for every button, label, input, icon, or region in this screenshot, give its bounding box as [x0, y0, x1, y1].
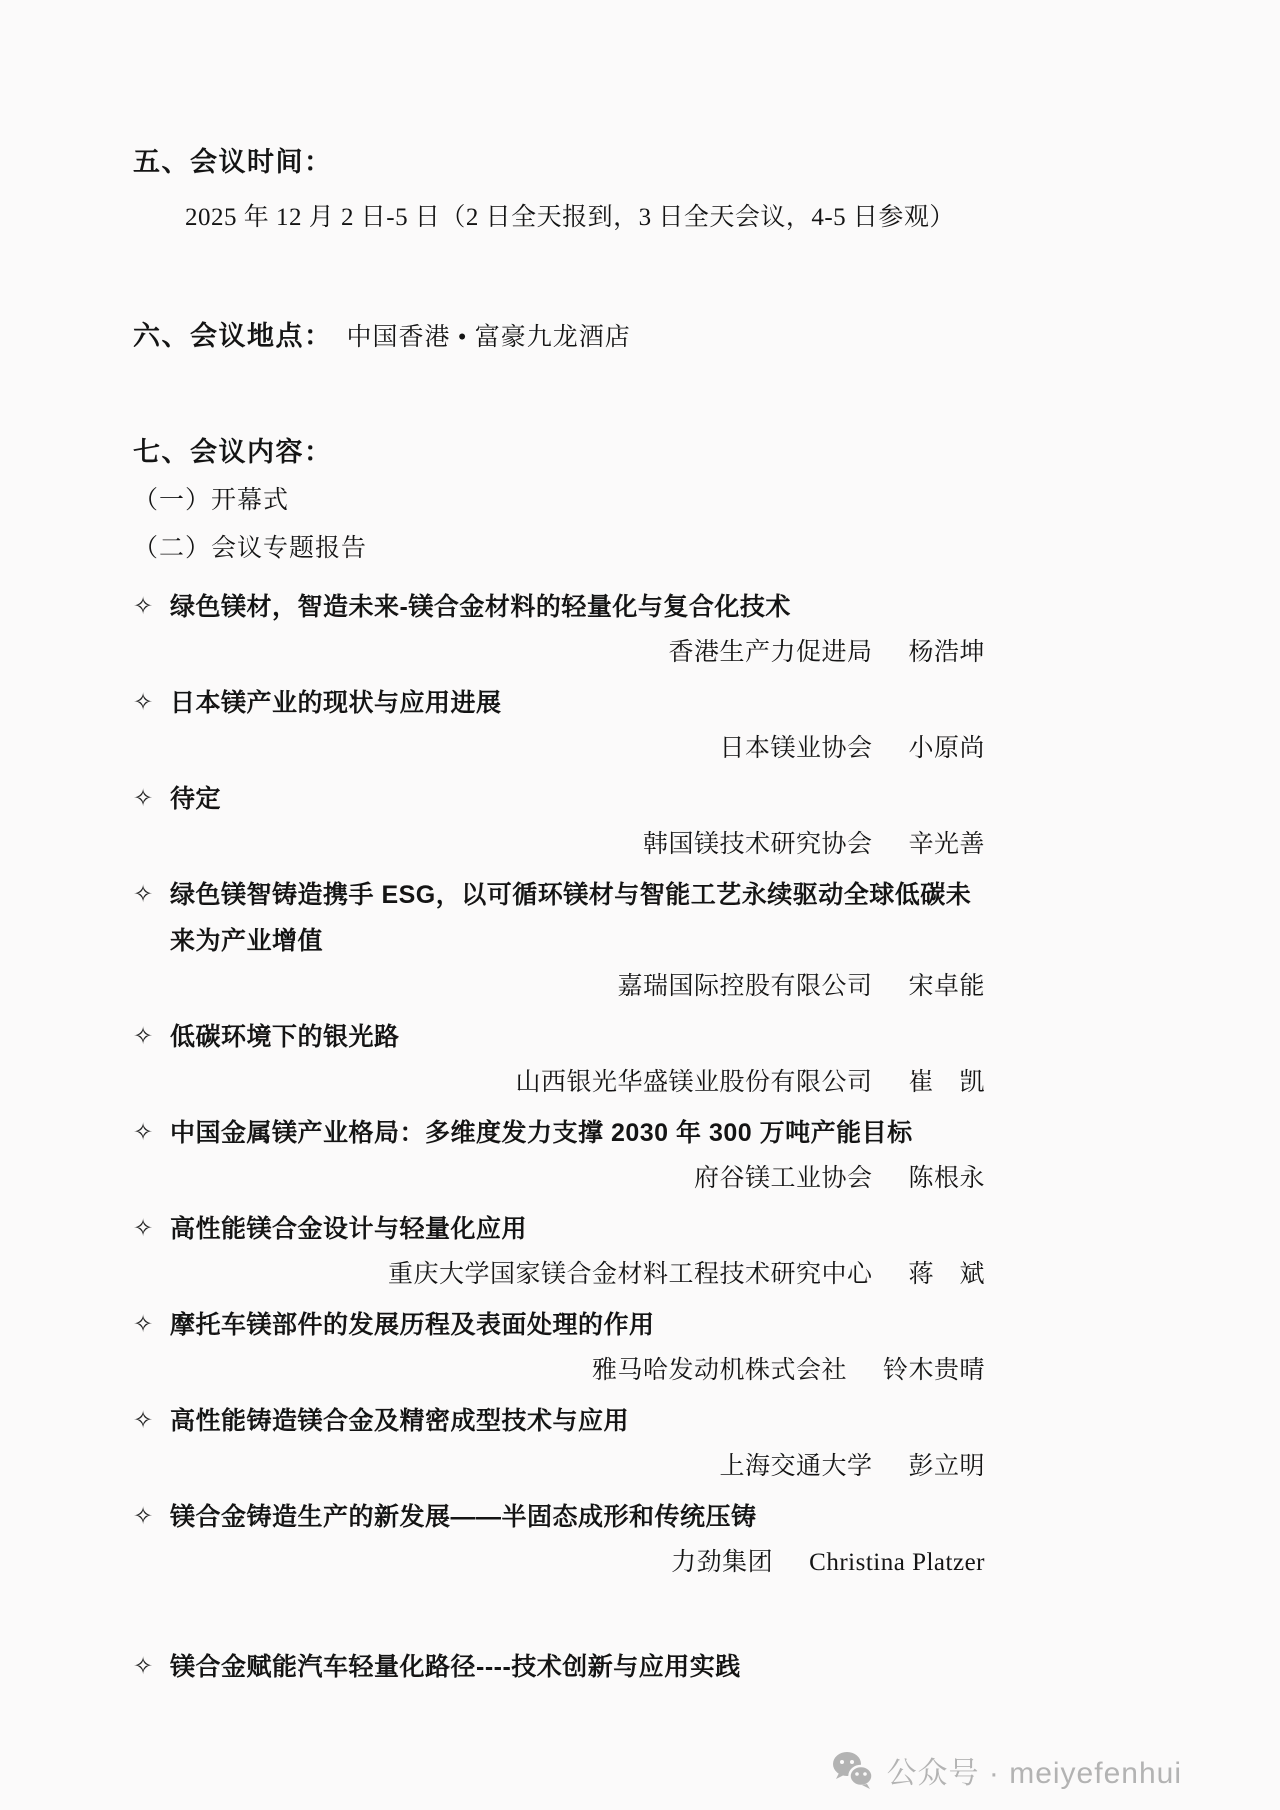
report-item: [133, 1644, 985, 1690]
meeting-location-venue: 中国香港 • 富豪九龙酒店: [346, 324, 631, 351]
section-heading-meeting-time: 五、会议时间：: [133, 147, 333, 177]
report-speaker: [133, 630, 985, 676]
report-title: [133, 1644, 985, 1690]
subsection-special-reports: （二）会议专题报告: [133, 535, 368, 562]
speaker-name: 宋卓能: [908, 973, 985, 1000]
report-title-text: 中国金属镁产业格局：多维度发力支撑 2030 年 300 万吨产能目标: [170, 1119, 913, 1147]
diamond-bullet-icon: ✧: [133, 1311, 154, 1338]
subsection-opening-ceremony: （一）开幕式: [133, 487, 290, 514]
report-item: [133, 1206, 985, 1298]
report-title: [133, 680, 985, 726]
report-item: [133, 872, 985, 1010]
speaker-name: 彭立明: [908, 1453, 985, 1480]
watermark-text: 公众号 · meiyefenhui: [886, 1757, 1182, 1790]
speaker-name: 蒋 斌: [908, 1261, 985, 1288]
report-title: [133, 1494, 985, 1540]
diamond-bullet-icon: ✧: [133, 1407, 154, 1434]
diamond-bullet-icon: ✧: [133, 785, 154, 812]
diamond-bullet-icon: ✧: [133, 1653, 154, 1680]
report-item: [133, 1302, 985, 1394]
speaker-name: 铃木贵晴: [882, 1357, 985, 1384]
speaker-name: 辛光善: [908, 831, 985, 858]
section-meeting-location: [133, 316, 985, 356]
speaker-org: 力劲集团: [671, 1549, 774, 1576]
report-title: [133, 1014, 985, 1060]
report-item: [133, 1110, 985, 1202]
report-title-text: 待定: [170, 785, 222, 813]
diamond-bullet-icon: ✧: [133, 689, 154, 716]
report-speaker: [133, 1348, 985, 1394]
speaker-org: 重庆大学国家镁合金材料工程技术研究中心: [387, 1261, 873, 1288]
report-title: [133, 1110, 985, 1156]
report-title: [133, 872, 985, 964]
report-item: [133, 680, 985, 772]
diamond-bullet-icon: ✧: [133, 593, 154, 620]
diamond-bullet-icon: ✧: [133, 1023, 154, 1050]
speaker-org: 嘉瑞国际控股有限公司: [617, 973, 873, 1000]
section-heading-meeting-location: 六、会议地点：: [133, 321, 333, 351]
report-item: [133, 1398, 985, 1490]
speaker-org: 韩国镁技术研究协会: [642, 831, 873, 858]
diamond-bullet-icon: ✧: [133, 1215, 154, 1242]
speaker-name: 杨浩坤: [908, 639, 985, 666]
report-speaker: [133, 1252, 985, 1298]
speaker-org: 府谷镁工业协会: [693, 1165, 873, 1192]
speaker-name: 陈根永: [908, 1165, 985, 1192]
report-title-text: 高性能镁合金设计与轻量化应用: [170, 1215, 528, 1243]
report-title-text: 日本镁产业的现状与应用进展: [170, 689, 502, 717]
report-speaker: [133, 726, 985, 772]
report-title-text: 高性能铸造镁合金及精密成型技术与应用: [170, 1407, 630, 1435]
report-item: [133, 1014, 985, 1106]
document-content: [133, 0, 985, 1694]
report-title-text: 绿色镁智铸造携手 ESG，以可循环镁材与智能工艺永续驱动全球低碳未来为产业增值: [170, 881, 972, 955]
report-title-text: 摩托车镁部件的发展历程及表面处理的作用: [170, 1311, 655, 1339]
report-title: [133, 584, 985, 630]
report-speaker: [133, 1060, 985, 1106]
report-speaker: [133, 1444, 985, 1490]
report-speaker: [133, 964, 985, 1010]
report-speaker: [133, 1540, 985, 1586]
speaker-org: 雅马哈发动机株式会社: [591, 1357, 847, 1384]
speaker-name: 崔 凯: [908, 1069, 985, 1096]
section-heading-meeting-content: 七、会议内容：: [133, 437, 333, 467]
report-title: [133, 1302, 985, 1348]
report-item: [133, 584, 985, 676]
speaker-org: 日本镁业协会: [719, 735, 873, 762]
report-title: [133, 1206, 985, 1252]
wechat-bubbles-icon: [831, 1751, 875, 1789]
report-list: [133, 584, 985, 1690]
diamond-bullet-icon: ✧: [133, 881, 154, 908]
report-title-text: 镁合金赋能汽车轻量化路径----技术创新与应用实践: [170, 1653, 741, 1681]
wechat-watermark: [831, 1748, 1182, 1792]
speaker-org: 香港生产力促进局: [668, 639, 873, 666]
report-title-text: 绿色镁材，智造未来-镁合金材料的轻量化与复合化技术: [170, 593, 791, 621]
diamond-bullet-icon: ✧: [133, 1119, 154, 1146]
speaker-org: 山西银光华盛镁业股份有限公司: [515, 1069, 873, 1096]
report-item: [133, 776, 985, 868]
report-item: [133, 1494, 985, 1586]
speaker-name: 小原尚: [908, 735, 985, 762]
speaker-org: 上海交通大学: [719, 1453, 873, 1480]
meeting-time-detail: 2025 年 12 月 2 日-5 日（2 日全天报到，3 日全天会议，4-5 日参观）: [185, 204, 955, 231]
report-title: [133, 1398, 985, 1444]
report-speaker: [133, 1156, 985, 1202]
report-title-text: 镁合金铸造生产的新发展——半固态成形和传统压铸: [170, 1503, 757, 1531]
report-speaker: [133, 822, 985, 868]
report-title: [133, 776, 985, 822]
diamond-bullet-icon: ✧: [133, 1503, 154, 1530]
speaker-name: Christina Platzer: [809, 1549, 985, 1576]
report-title-text: 低碳环境下的银光路: [170, 1023, 400, 1051]
